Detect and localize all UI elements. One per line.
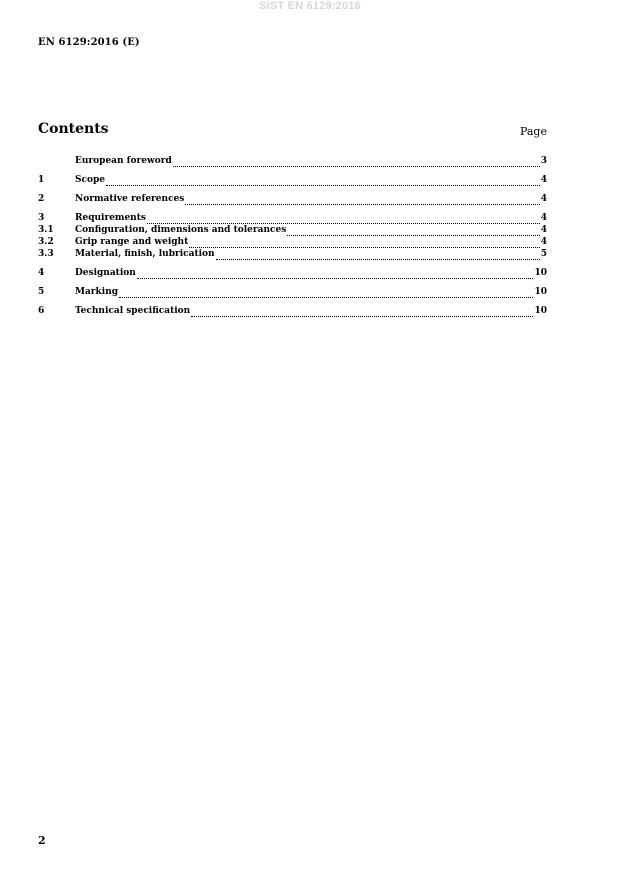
toc-entry-page: 4 — [540, 194, 547, 204]
dot-leader — [185, 197, 539, 205]
toc-entry-title: Normative references — [75, 194, 185, 204]
toc-entry-page: 10 — [534, 287, 547, 297]
toc-entry-title: Material, finish, lubrication — [75, 249, 215, 259]
dot-leader — [189, 240, 540, 248]
dot-leader — [106, 178, 540, 186]
dot-leader — [147, 216, 540, 224]
toc-entry-grip-range[interactable] — [38, 237, 547, 248]
toc-entry-number: 2 — [38, 194, 45, 204]
toc-entry-page: 3 — [540, 156, 547, 166]
page-number: 2 — [38, 834, 46, 847]
toc-entry-number: 1 — [38, 175, 45, 185]
toc-entry-title: Configuration, dimensions and tolerances — [75, 225, 287, 235]
dot-leader — [137, 271, 534, 279]
toc-entry-number: 6 — [38, 306, 45, 316]
dot-leader — [119, 290, 533, 298]
toc-entry-page: 10 — [534, 268, 547, 278]
toc-entry-foreword[interactable] — [38, 156, 547, 167]
dot-leader — [287, 228, 539, 236]
dot-leader — [191, 309, 533, 317]
watermark: SIST EN 6129:2016 — [259, 0, 361, 12]
toc-entry-page: 5 — [540, 249, 547, 259]
toc-entry-page: 4 — [540, 237, 547, 247]
toc-entry-requirements[interactable] — [38, 213, 547, 224]
dot-leader — [173, 159, 540, 167]
toc-entry-technical-specification[interactable] — [38, 306, 547, 317]
toc-entry-configuration[interactable] — [38, 225, 547, 236]
toc-entry-title: Technical specification — [75, 306, 191, 316]
toc-entry-title: Marking — [75, 287, 119, 297]
toc-entry-number: 3.1 — [38, 225, 54, 235]
toc-entry-scope[interactable] — [38, 175, 547, 186]
document-id: EN 6129:2016 (E) — [38, 37, 140, 48]
toc-entry-page: 4 — [540, 225, 547, 235]
toc-entry-number: 3 — [38, 213, 45, 223]
toc-entry-number: 4 — [38, 268, 45, 278]
page-column-label: Page — [519, 125, 547, 138]
toc-entry-number: 3.2 — [38, 237, 54, 247]
toc-entry-material[interactable] — [38, 249, 547, 260]
toc-entry-page: 4 — [540, 213, 547, 223]
toc-entry-title: Grip range and weight — [75, 237, 189, 247]
toc-entry-title: Scope — [75, 175, 106, 185]
toc-entry-number: 5 — [38, 287, 45, 297]
toc-entry-page: 4 — [540, 175, 547, 185]
toc-entry-normative-references[interactable] — [38, 194, 547, 205]
contents-heading: Contents — [38, 121, 109, 137]
toc-entry-marking[interactable] — [38, 287, 547, 298]
toc-entry-title: Designation — [75, 268, 136, 278]
toc-entry-number: 3.3 — [38, 249, 54, 259]
toc-entry-designation[interactable] — [38, 268, 547, 279]
dot-leader — [216, 252, 540, 260]
toc-entry-title: Requirements — [75, 213, 146, 223]
toc-entry-page: 10 — [534, 306, 547, 316]
table-of-contents — [38, 156, 547, 317]
toc-entry-title: European foreword — [75, 156, 172, 166]
